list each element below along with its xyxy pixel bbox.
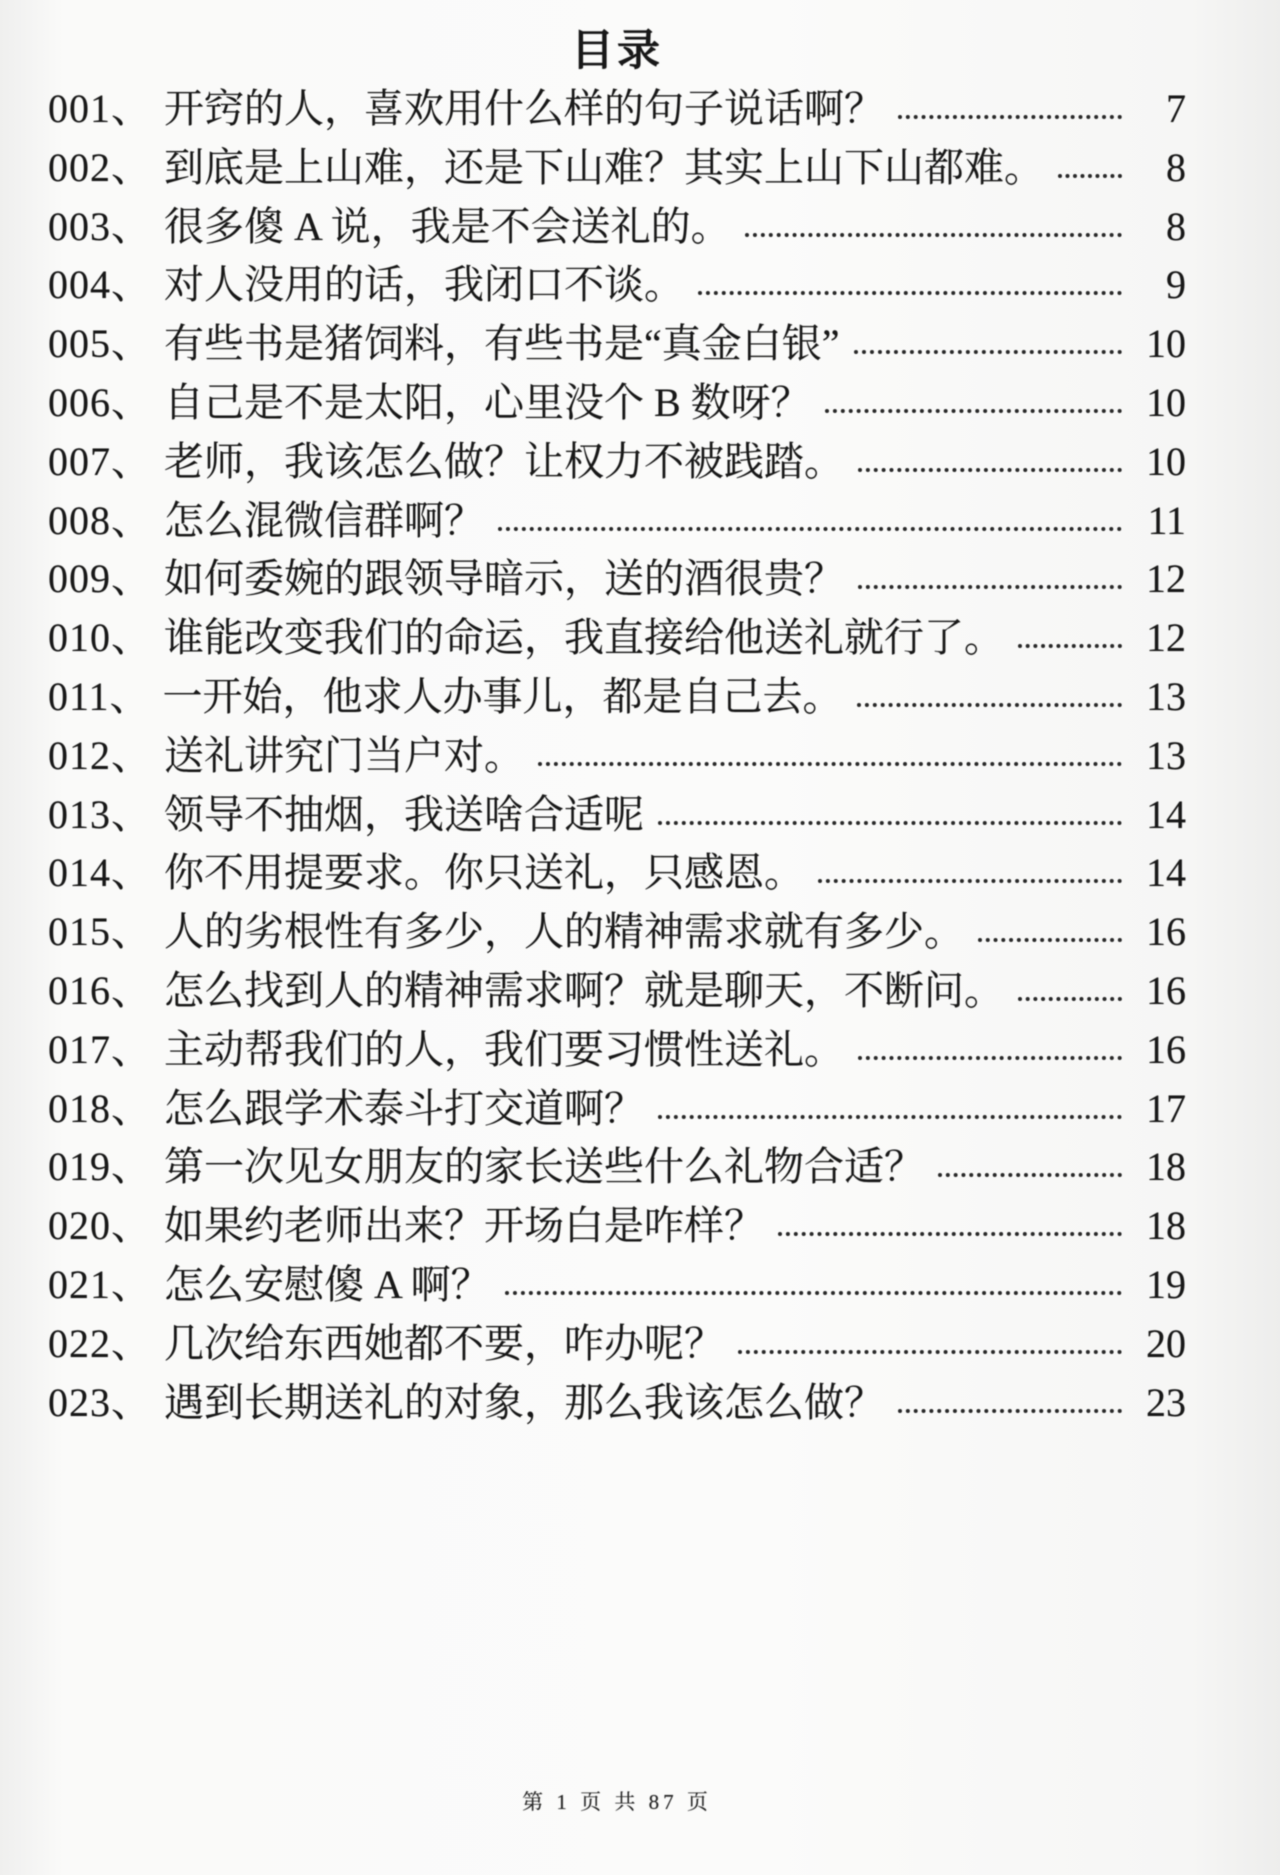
toc-entry-number: 022、	[48, 1320, 152, 1366]
toc-entry-page: 14	[1146, 791, 1186, 837]
toc-entry-page: 13	[1146, 732, 1186, 778]
toc-entry-title: 人的劣根性有多少，人的精神需求就有多少。	[164, 909, 964, 955]
dotted-leader	[858, 585, 1122, 589]
toc-entry-number: 023、	[48, 1379, 152, 1425]
dotted-leader	[498, 527, 1122, 531]
dotted-leader	[938, 1173, 1122, 1177]
toc-entry-title: 第一次见女朋友的家长送些什么礼物合适？	[164, 1144, 924, 1190]
toc-entry-number: 003、	[48, 203, 152, 249]
toc-entry-number: 007、	[48, 438, 152, 484]
toc-entry	[48, 378, 1186, 437]
toc-entry	[48, 848, 1186, 907]
toc-entry-page: 23	[1146, 1379, 1186, 1425]
toc-entry-number: 006、	[48, 379, 152, 425]
toc-entry-title: 怎么跟学术泰斗打交道啊？	[164, 1085, 644, 1131]
toc-entry-page: 17	[1146, 1085, 1186, 1131]
toc-entry-number: 012、	[48, 732, 152, 778]
toc-entry-page: 7	[1166, 86, 1186, 131]
dotted-leader	[854, 350, 1122, 354]
toc-entry-title: 如何委婉的跟领导暗示，送的酒很贵？	[164, 556, 844, 602]
dotted-leader	[857, 703, 1122, 707]
toc-entry-page: 14	[1146, 850, 1186, 896]
dotted-leader	[898, 1409, 1122, 1413]
toc-entry	[48, 731, 1186, 790]
toc-entry	[48, 84, 1186, 143]
toc-entry-page: 16	[1146, 967, 1186, 1013]
toc-entry-page: 18	[1146, 1144, 1186, 1190]
toc-entry-number: 009、	[48, 556, 152, 602]
toc-entry-number: 015、	[48, 909, 152, 955]
toc-entry-page: 11	[1147, 497, 1186, 543]
dotted-leader	[658, 1115, 1122, 1119]
toc-entry	[48, 1319, 1186, 1378]
toc-entry-page: 9	[1166, 262, 1186, 308]
toc-entry-number: 016、	[48, 967, 152, 1013]
toc-entry	[48, 1025, 1186, 1084]
toc-entry-page: 10	[1146, 321, 1186, 367]
toc-entry	[48, 1084, 1186, 1143]
dotted-leader	[898, 115, 1122, 119]
toc-entry-title: 谁能改变我们的命运，我直接给他送礼就行了。	[164, 615, 1004, 661]
toc-entry	[48, 790, 1186, 849]
toc-list	[48, 84, 1186, 1436]
dotted-leader	[738, 1350, 1122, 1354]
toc-entry	[48, 1142, 1186, 1201]
toc-entry	[48, 1201, 1186, 1260]
toc-entry-page: 20	[1146, 1320, 1186, 1366]
toc-entry-title: 遇到长期送礼的对象，那么我该怎么做？	[164, 1379, 884, 1425]
dotted-leader	[745, 233, 1122, 237]
toc-entry-title: 你不用提要求。你只送礼，只感恩。	[164, 850, 804, 896]
toc-entry-title: 一开始，他求人办事儿，都是自己去。	[162, 673, 843, 719]
toc-entry	[48, 907, 1186, 966]
dotted-leader	[858, 468, 1122, 472]
dotted-leader	[1018, 997, 1122, 1001]
toc-entry	[48, 143, 1186, 202]
dotted-leader	[978, 938, 1122, 942]
dotted-leader	[818, 879, 1122, 883]
dotted-leader	[698, 291, 1122, 295]
toc-entry-page: 18	[1146, 1203, 1186, 1249]
toc-entry-page: 16	[1146, 1026, 1186, 1072]
toc-entry-number: 005、	[48, 321, 152, 367]
dotted-leader	[1018, 644, 1122, 648]
toc-entry-title: 怎么安慰傻 A 啊？	[164, 1261, 491, 1307]
dotted-leader	[825, 409, 1122, 413]
toc-entry-number: 010、	[48, 615, 152, 661]
toc-entry-title: 老师，我该怎么做？让权力不被践踏。	[164, 438, 844, 484]
toc-entry-title: 对人没用的话，我闭口不谈。	[164, 262, 684, 308]
toc-entry-page: 8	[1166, 144, 1186, 190]
toc-entry-number: 004、	[48, 262, 152, 308]
page-footer: 第 1 页 共 87 页	[522, 1790, 712, 1814]
toc-entry-title: 怎么混微信群啊？	[164, 497, 484, 543]
toc-entry-page: 12	[1146, 556, 1186, 602]
toc-entry-number: 001、	[48, 86, 152, 131]
toc-entry	[48, 1260, 1186, 1319]
dotted-leader	[538, 762, 1122, 766]
toc-entry-title: 自己是不是太阳，心里没个 B 数呀？	[164, 379, 811, 425]
toc-entry-title: 到底是上山难，还是下山难？其实上山下山都难。	[164, 144, 1044, 190]
toc-entry	[48, 613, 1186, 672]
toc-entry	[48, 1378, 1186, 1437]
toc-entry-number: 011、	[48, 673, 151, 719]
toc-entry-number: 018、	[48, 1085, 152, 1131]
dotted-leader	[505, 1291, 1122, 1295]
toc-entry	[48, 202, 1186, 261]
toc-entry	[48, 437, 1186, 496]
toc-entry-number: 014、	[48, 850, 152, 896]
toc-entry-page: 19	[1146, 1261, 1186, 1307]
dotted-leader	[658, 821, 1122, 825]
toc-entry-page: 10	[1146, 438, 1186, 484]
toc-entry	[48, 672, 1186, 731]
toc-entry-title: 几次给东西她都不要，咋办呢？	[164, 1320, 724, 1366]
toc-entry-title: 开窍的人，喜欢用什么样的句子说话啊？	[164, 86, 884, 131]
toc-entry-number: 020、	[48, 1203, 152, 1249]
toc-entry-title: 很多傻 A 说，我是不会送礼的。	[164, 203, 731, 249]
toc-entry-number: 008、	[48, 497, 152, 543]
toc-entry-number: 019、	[48, 1144, 152, 1190]
dotted-leader	[1058, 174, 1122, 178]
toc-entry-title: 主动帮我们的人，我们要习惯性送礼。	[164, 1026, 844, 1072]
toc-entry	[48, 554, 1186, 613]
toc-entry-title: 有些书是猪饲料，有些书是“真金白银”	[164, 321, 840, 367]
toc-entry-number: 013、	[48, 791, 152, 837]
dotted-leader	[858, 1056, 1122, 1060]
toc-entry-title: 怎么找到人的精神需求啊？就是聊天，不断问。	[164, 967, 1004, 1013]
toc-entry-title: 送礼讲究门当户对。	[164, 732, 524, 778]
toc-entry-number: 002、	[48, 144, 152, 190]
toc-entry	[48, 966, 1186, 1025]
toc-entry-number: 017、	[48, 1026, 152, 1072]
toc-entry-number: 021、	[48, 1261, 152, 1307]
page-title: 目录	[571, 28, 663, 75]
dotted-leader	[778, 1232, 1122, 1236]
toc-entry	[48, 496, 1186, 555]
toc-entry-page: 10	[1146, 379, 1186, 425]
toc-entry	[48, 319, 1186, 378]
toc-entry-page: 16	[1146, 909, 1186, 955]
toc-entry-title: 领导不抽烟，我送啥合适呢	[164, 791, 644, 837]
toc-entry	[48, 260, 1186, 319]
toc-entry-page: 8	[1166, 203, 1186, 249]
toc-entry-title: 如果约老师出来？开场白是咋样？	[164, 1203, 764, 1249]
toc-entry-page: 13	[1146, 673, 1186, 719]
toc-entry-page: 12	[1146, 615, 1186, 661]
